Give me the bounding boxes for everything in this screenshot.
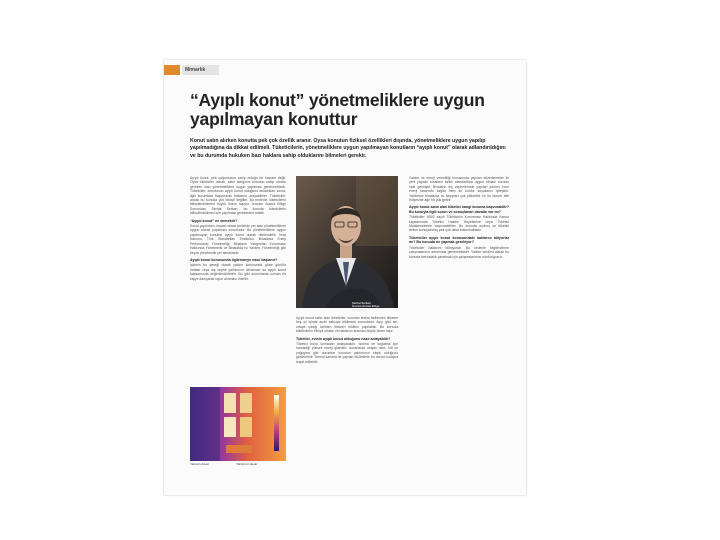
paragraph: Tüketiciler haklarını bilmiyorlar. Bu nedenle bilgilendirme çalışmalarının artırılması gerekmektedir. Yalıtım sektörü olarak bu konuda farkındalık yaratmak için çalışmalarımızı sürdürüyoruz. <box>409 245 509 259</box>
text-column-1 <box>190 176 286 284</box>
paragraph: Konut yapılırken, inşaat ruhsat tarihinde yer alan yönetmeliklere uygun olarak yapılması zorunludur. Bu yönetmeliklere uygun yapılmayan konutlar ayıplı konut olarak nitelendirilir. İmar Kanunu, Türk Standartları Enstitüsü, Binalarda Enerji Performansı Yönetmeliği, Binaların Yangından Korunması Hakkında Yönetmelik ve Binalarda Isı Yalıtımı Yönetmeliği gibi birçok yönetmelik yer almaktadır. <box>190 224 286 255</box>
paragraph: Tüketiciler, 6502 sayılı Tüketicinin Korunması Hakkında Kanun kapsamında Tüketici Hakem Heyetlerine veya Tüketici Mahkemelerine başvurabilirler. Bu konuda açılmış ve tüketici lehine sonuçlanmış pek çok dava bulunmaktadır. <box>409 215 509 233</box>
text-column-3 <box>409 176 509 262</box>
portrait-photo <box>296 176 398 308</box>
thermal-caption-left: Yalıtımlı duvar <box>190 462 209 466</box>
subheading: Tüketiciler ayıplı konut konusundaki haklarını biliyorlar mı? Bu konuda ne yapmak gerekiyor? <box>409 235 509 245</box>
article-lede: Konut satın alırken konutta pek çok özellik aranır. Oysa konutun fiziksel özellikleri dışında, yönetmeliklere uygun yapılıp yapılmadığına da dikkat edilmeli. Tüketicilerin, yönetmeliklere uygun yapılmayan konutların “ayıplı konut” olarak adlandırıldığını ve bu durumda hukuken bazı haklara sahip olduklarını bilmeleri gerekir. <box>190 138 506 159</box>
section-color-bar <box>164 65 180 75</box>
paragraph: Yalıtım ve enerji verimliliği konusunda yapılan düzenlemeler ile yeni yapılan binaların belirli standartlara uygun olması zorunlu hale gelmiştir. Binaların dış cephelerinde yapılan yalıtım, hem enerji tasarrufu sağlar hem de konfor koşullarını iyileştirir. Yalıtımsız binalarda ısı kayıpları çok yüksektir ve bu durum aile bütçesine ağır bir yük getirir. <box>409 176 509 203</box>
article-headline: “Ayıplı konut” yönetmeliklere uygun yapılmayan konuttur <box>190 90 485 129</box>
thermal-image <box>190 387 286 461</box>
thermal-caption-right: Yalıtımsız duvar <box>236 462 258 466</box>
paragraph: Tüketici bunu sonradan anlayacaktır. Isınma ve soğutma için harcadığı yüksek enerji giderleri, duvarlarda oluşan nem, küf ve yoğuşma gibi durumlar konutun yalıtımının eksik olduğunu gösterebilir. Termal kamera ile yapılan ölçümlerle bu durum kolayca tespit edilebilir. <box>296 342 398 364</box>
paragraph: İşlemin bu gereği olarak yalıtım konusunda gözle görülür hatalar veya dış cephe yalıtımının olmaması da ayıplı konut kapsamında değerlendirilebilir. Bu gibi durumlarda uzman bir kişiye danışarak rapor alınması önerilir. <box>190 263 286 281</box>
paragraph: Ayıplı konut, pek çoğumuzun sahip olduğu bir kavram değil. Oysa tüketiciler olarak, satın aldığımız konutun sahip olması gereken olan yönetmeliklere uygun yapılması gerekmektedir. Tüketiciler, konutunun ayıplı konut olduğunu anladıkları sonra, ilgili kurumlara başvurarak haklarını arayabilirler. Tüketiciler, ancak bu konuda çok bilinçli değiller. Bu nedenle tüketicilerin bilinçlendirilmesi büyük önem taşıyor. İzocam Arama Bölge Sorumlusu Serhat Serkan, bu konuda tüketicilerin bilinçlendirilmesi için yapılması gerekenleri anlattı. <box>190 176 286 216</box>
subheading: Ayıplı konut satın alan tüketici hangi kuruma başvurabilir? Bu konuyla ilgili sorun ve sonuçlanan davalar var mı? <box>409 205 509 214</box>
thermal-caption <box>190 462 286 466</box>
subheading: Ayıplı konut konusunda ilgilenmeye nasıl başlanır? <box>190 257 278 262</box>
caption-title: İzocam Arama Bölge Sorumlusu <box>352 304 380 312</box>
section-label: Mimarlık <box>182 65 219 75</box>
subheading: Tüketici, evinin ayıplı konut olduğunu nasıl anlayabilir? <box>296 336 391 341</box>
photo-caption <box>352 302 392 312</box>
subheading: “Ayıplı konut” ne demektir? <box>190 218 238 223</box>
text-column-2 <box>296 316 398 367</box>
caption-name: Serhat Serkan <box>352 301 371 305</box>
paragraph: Ayıplı konut satın alan tüketiciler, konutun teslim tarihinden itibaren beş yıl içinde ayıbı satıcıya bildirmek zorundadır. Ayıp gizli ise, ortaya çıktığı tarihten itibaren bildirim yapılabilir. Bu konuda tüketicilerin bilinçli olması ve haklarını araması büyük önem taşır. <box>296 316 398 334</box>
magazine-page <box>164 60 526 495</box>
